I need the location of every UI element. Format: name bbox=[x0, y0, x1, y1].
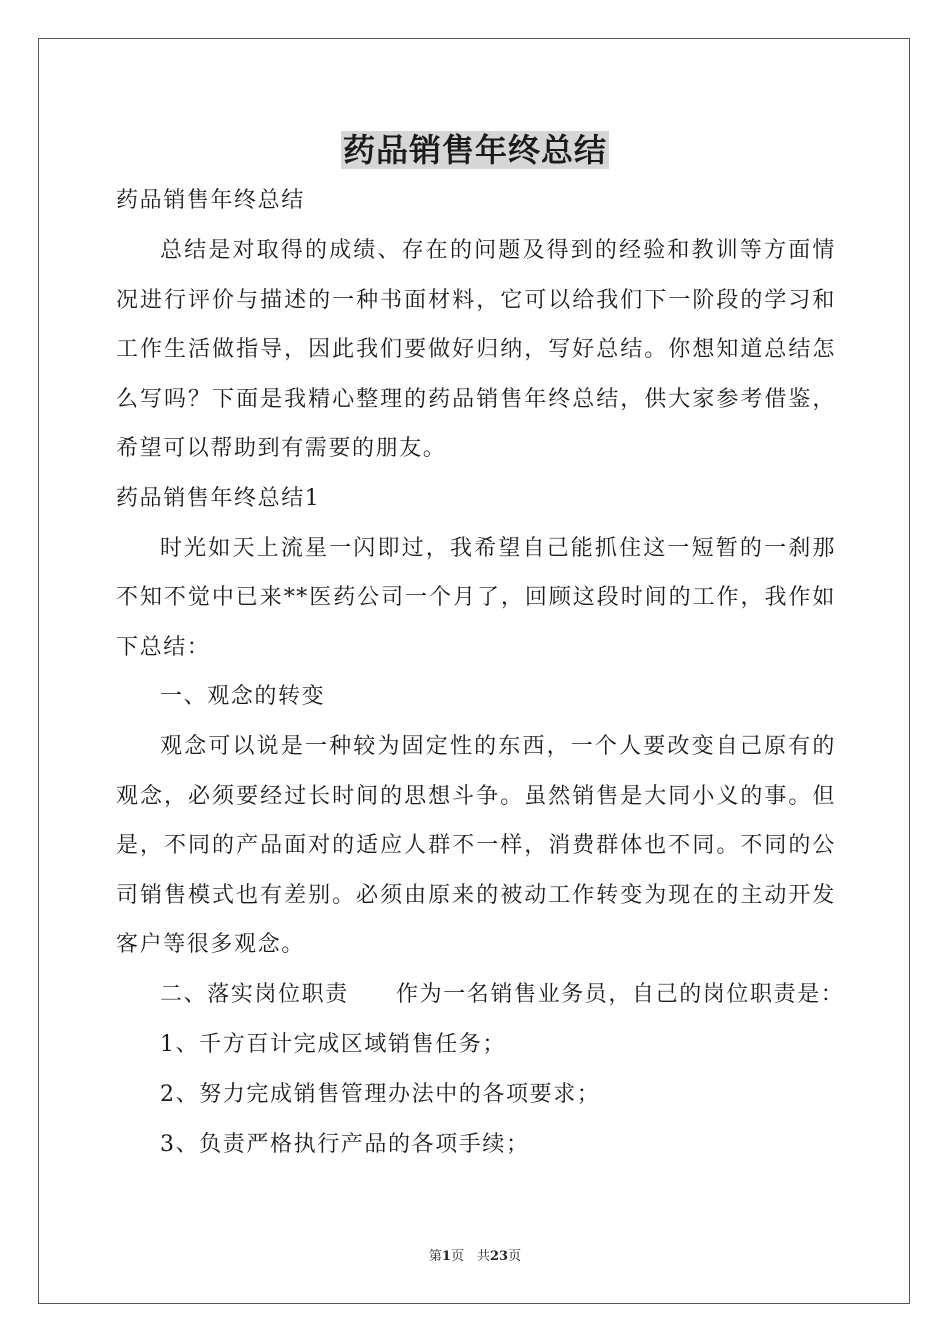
page-mid: 页 共 bbox=[450, 1249, 490, 1264]
intro-paragraph: 总结是对取得的成绩、存在的问题及得到的经验和教训等方面情况进行评价与描述的一种书面材料，它可以给我们下一阶段的学习和工作生活做指导，因此我们要做好归纳，写好总结。你想知道总结怎么写吗？下面是我精心整理的药品销售年终总结，供大家参考借鉴，希望可以帮助到有需要的朋友。 bbox=[116, 238, 836, 461]
point-paragraph: 观念可以说是一种较为固定性的东西，一个人要改变自己原有的观念，必须要经过长时间的思想斗争。虽然销售是大同小义的事。但是，不同的产品面对的适应人群不一样，消费群体也不同。不同的公司销售模式也有差别。必须由原来的被动工作转变为现在的主动开发客户等很多观念。 bbox=[116, 734, 836, 957]
page-current: 1 bbox=[441, 1249, 451, 1264]
title-text: 药品销售年终总结 bbox=[342, 131, 607, 169]
page-prefix: 第 bbox=[428, 1249, 442, 1264]
list-item: 2、努力完成销售管理办法中的各项要求； bbox=[160, 1081, 601, 1107]
list-item: 1、千方百计完成区域销售任务； bbox=[160, 1031, 506, 1057]
section-heading: 药品销售年终总结1 bbox=[116, 485, 321, 511]
page-footer bbox=[0, 1248, 950, 1266]
list-item: 3、负责严格执行产品的各项手续； bbox=[160, 1131, 530, 1157]
point-heading: 一、观念的转变 bbox=[160, 684, 326, 709]
subtitle: 药品销售年终总结 bbox=[116, 188, 305, 213]
page-suffix: 页 bbox=[508, 1249, 522, 1264]
section-paragraph: 时光如天上流星一闪即过，我希望自己能抓住这一短暂的一刹那不知不觉中已来**医药公司一个月了，回顾这段时间的工作，我作如下总结： bbox=[116, 535, 836, 660]
point-heading: 二、落实岗位职责 作为一名销售业务员，自己的岗位职责是： bbox=[160, 981, 845, 1007]
document-body bbox=[116, 176, 845, 1170]
document-title bbox=[0, 128, 950, 172]
page-total: 23 bbox=[489, 1249, 509, 1264]
